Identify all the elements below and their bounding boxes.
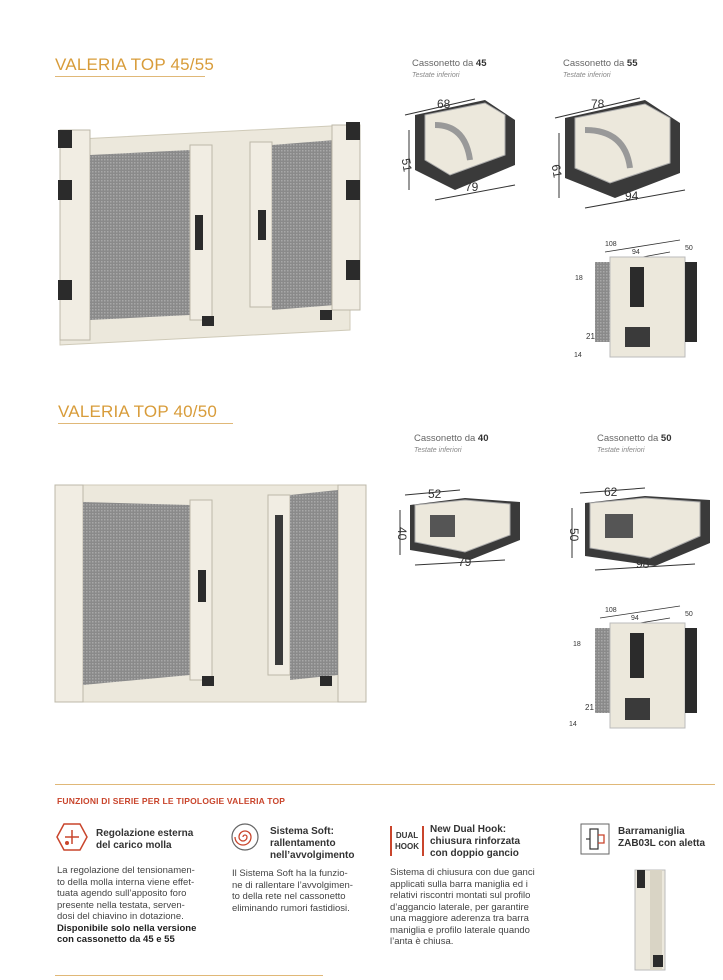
section1-rule [55,76,205,77]
dim-label: 18 [575,275,583,282]
dim-label: 52 [428,487,442,501]
section2-title: VALERIA TOP 40/50 [58,402,218,421]
cassonetto-45-caption: Cassonetto da 45 [412,58,487,69]
dim-label: 79 [465,180,479,194]
dim-label: 50 [685,611,693,618]
dim-label: 98 [636,557,650,571]
profile-section-drawing-1 [570,232,720,367]
dim-label: 94 [631,615,639,622]
cassonetto-50-caption: Cassonetto da 50 [597,433,672,444]
handle-bar-icon [580,823,610,855]
cassonetto-45-drawing [395,85,530,205]
section2-rule [58,423,233,424]
product-image-valeria-top-40-50 [50,480,370,705]
dim-label: 94 [625,189,639,203]
cassonetto-55-caption: Cassonetto da 55 [563,58,638,69]
features-top-rule [55,784,715,785]
dim-label: 21 [586,332,595,341]
cassonetto-45-subcaption: Testate inferiori [412,72,460,79]
dim-label: 14 [574,352,582,359]
dim-label: 50 [567,528,581,542]
cassonetto-55-subcaption: Testate inferiori [563,72,611,79]
dim-label: 108 [605,241,617,248]
spring-adjust-icon [56,822,88,852]
cassonetto-50-drawing [560,478,720,578]
dim-label: 62 [604,485,618,499]
features-heading: FUNZIONI DI SERIE PER LE TIPOLOGIE VALERIA TOP [57,796,286,806]
feature-2-body: Il Sistema Soft ha la funzio- ne di rallentare l’avvolgimen- to della rete nel cassonetto eliminando rumori fastidiosi. [232,868,353,914]
dim-label: 21 [585,703,594,712]
cassonetto-40-drawing [390,480,530,575]
feature-4-title: Barramaniglia ZAB03L con aletta [618,826,706,849]
handle-bar-zab03l-image [625,865,675,975]
feature-2-title: Sistema Soft: rallentamento nell’avvolgimento [270,826,355,861]
feature-1-title: Regolazione esterna del carico molla [96,828,194,851]
dim-label: 108 [605,607,617,614]
dim-label: 50 [685,245,693,252]
section1-title: VALERIA TOP 45/55 [55,55,215,74]
feature-1-body: La regolazione del tensionamen- to della molla interna viene effet- tuata agendo sull’apposito foro presente nella testata, serven- dosi del chiavino in dotazione. Disponibile solo nella versione con cassonetto da 45 e 55 [57,865,197,945]
feature-3-title: New Dual Hook: chiusura rinforzata con doppio gancio [430,824,521,859]
cassonetto-50-subcaption: Testate inferiori [597,447,645,454]
dim-label: 94 [632,249,640,256]
profile-section-drawing-2 [565,598,720,738]
dim-label: 78 [591,97,605,111]
product-image-valeria-top-45-55 [50,120,370,350]
dual-hook-icon: DUAL HOOK [390,826,424,856]
dim-label: 51 [398,157,415,173]
dim-label: 61 [548,163,565,179]
feature-3-body: Sistema di chiusura con due ganci applicati sulla barra maniglia ed i relativi riscontri montati sul profilo d’aggancio laterale, per garantire una maggiore aderenza tra barra maniglia e profilo laterale quando l’anta è chiusa. [390,867,535,947]
cassonetto-55-drawing [545,88,695,213]
cassonetto-40-subcaption: Testate inferiori [414,447,462,454]
dim-label: 79 [458,555,472,569]
cassonetto-40-caption: Cassonetto da 40 [414,433,489,444]
soft-system-icon [230,822,260,852]
dim-label: 18 [573,641,581,648]
dim-label: 68 [437,97,451,111]
dim-label: 40 [395,527,409,541]
dim-label: 14 [569,721,577,728]
bottom-rule [55,975,323,976]
